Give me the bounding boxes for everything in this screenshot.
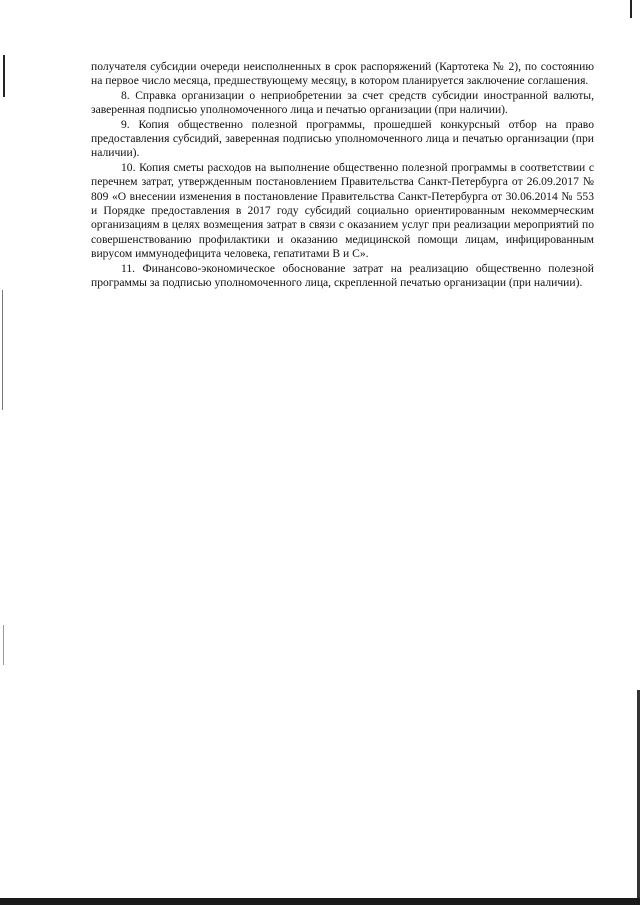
paragraph-item-11: 11. Финансово-экономическое обоснование затрат на реализацию общественно полезной программы за подписью уполномоченного лица, скрепленной печатью организации (при наличии). (91, 261, 594, 290)
paragraph-item-10: 10. Копия сметы расходов на выполнение общественно полезной программы в соответствии с перечнем затрат, утвержденным постановлением Правительства Санкт-Петербурга от 26.09.2017 № 809 «О внесении изменения в постановление Правительства Санкт-Петербурга от 30.06.2014 № 553 и Порядке предоставления в 2017 году субсидий социально ориентированным некоммерческим организациям в целях возмещения затрат в связи с оказанием услуг при реализации мероприятий по совершенствованию профилактики и оказанию медицинской помощи лицам, инфицированным вирусом иммунодефицита человека, гепатитами В и С». (91, 160, 594, 261)
scan-mark-right-top (630, 0, 632, 18)
document-body (91, 60, 594, 291)
paragraph-item-8: 8. Справка организации о неприобретении за счет средств субсидии иностранной валюты, заверенная подписью уполномоченного лица и печатью организации (при наличии). (91, 88, 594, 117)
scan-mark-bottom-edge (0, 898, 640, 905)
paragraph-continuation: получателя субсидии очереди неисполненных в срок распоряжений (Картотека № 2), по состоянию на первое число месяца, предшествующему месяцу, в котором планируется заключение соглашения. (91, 60, 594, 88)
scan-mark-left-mid (2, 290, 3, 410)
paragraph-item-9: 9. Копия общественно полезной программы, прошедшей конкурсный отбор на право предоставления субсидий, заверенная подписью уполномоченного лица и печатью организации (при наличии). (91, 117, 594, 160)
scan-mark-left-low (3, 625, 4, 665)
scan-mark-left-top (3, 55, 5, 97)
